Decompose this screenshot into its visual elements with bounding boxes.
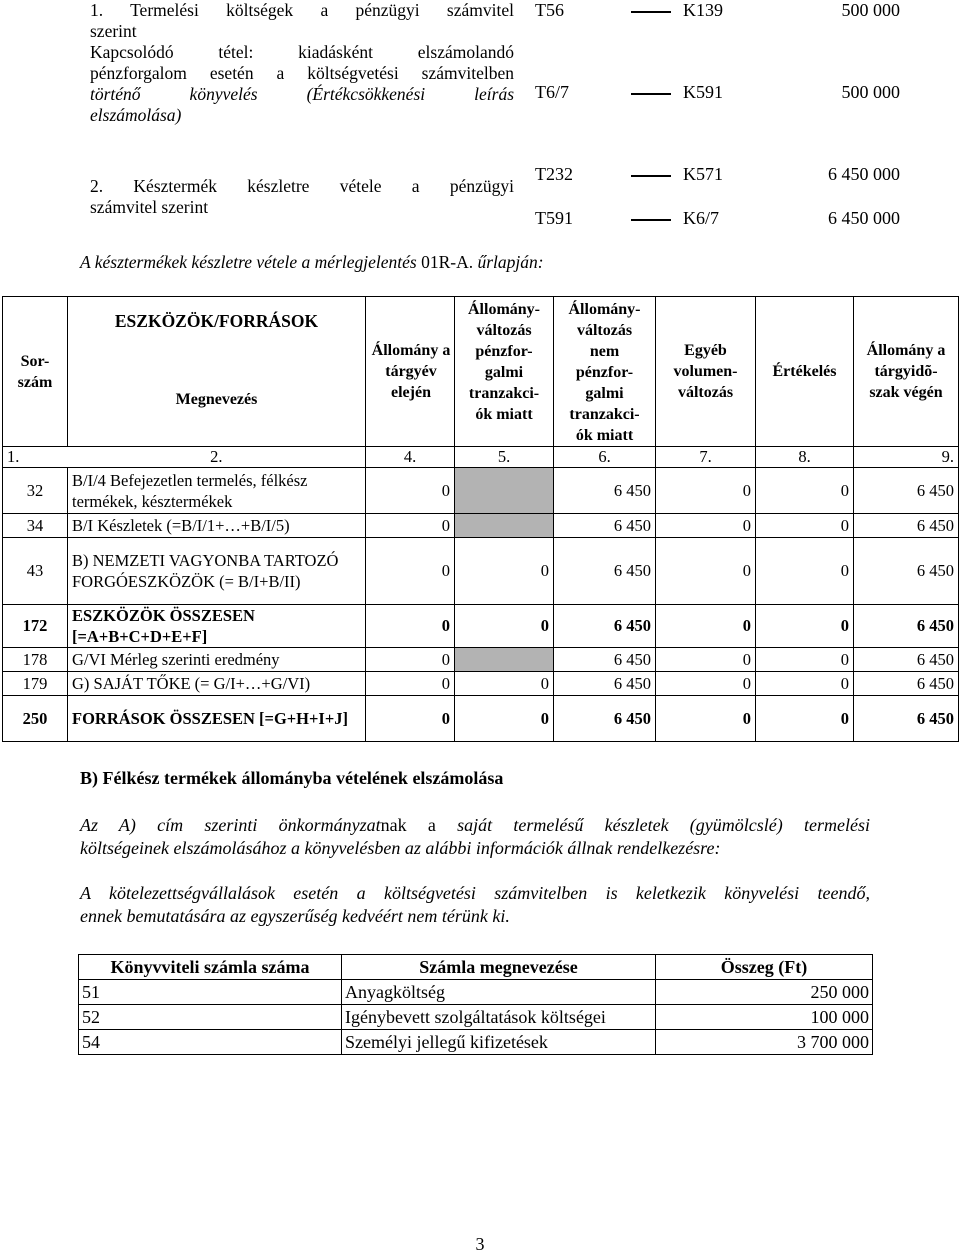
debit-account: T232	[535, 164, 573, 184]
header-account-name: Számla megnevezése	[342, 955, 656, 980]
caption-italic: A késztermékek készletre vétele a mérlegjelentés	[80, 252, 422, 272]
dash-separator	[631, 219, 671, 221]
row-name: B) NEMZETI VAGYONBA TARTOZÓ FORGÓESZKÖZÖK (= B/I+B/II)	[68, 538, 366, 605]
col6-value: 6 450	[554, 672, 656, 696]
caption-rest: űrlapján:	[473, 252, 544, 272]
table-row	[3, 696, 959, 742]
paragraph-1-line-2: költségeinek elszámolásához a könyvelésben az alábbi információk állnak rendelkezésre:	[80, 838, 721, 858]
col9-value: 6 450	[854, 648, 959, 672]
col8-value: 0	[756, 514, 854, 538]
account-amount: 3 700 000	[656, 1030, 873, 1055]
col4-value: 0	[366, 648, 455, 672]
col6-value: 6 450	[554, 468, 656, 514]
caption-form: 01R-A.	[421, 252, 474, 272]
col4-value: 0	[366, 468, 455, 514]
header-eszkozok	[68, 297, 366, 447]
colnum-7: 7.	[656, 447, 756, 468]
row-number: 172	[3, 605, 68, 648]
row-number: 34	[3, 514, 68, 538]
account-row	[79, 1005, 873, 1030]
col7-value: 0	[656, 696, 756, 742]
col8-value: 0	[756, 672, 854, 696]
entry-2-line-2: számvitel szerint	[90, 197, 209, 217]
table-row	[3, 672, 959, 696]
row-name: G) SAJÁT TŐKE (= G/I+…+G/VI)	[68, 672, 366, 696]
col9-value: 6 450	[854, 538, 959, 605]
entry-1-line-1: 1. Termelési költségek a pénzügyi számvitel	[90, 0, 514, 20]
account-table-header	[79, 955, 873, 980]
entry-2-posting-1	[535, 164, 900, 186]
col8-value: 0	[756, 605, 854, 648]
col9-value: 6 450	[854, 605, 959, 648]
col5-value: 0	[455, 538, 554, 605]
paragraph-1	[80, 814, 870, 860]
col5-value: 0	[455, 696, 554, 742]
entry-2-description	[90, 176, 514, 218]
col5-value: 0	[455, 672, 554, 696]
row-number: 178	[3, 648, 68, 672]
col7-value: 0	[656, 648, 756, 672]
paragraph-2-line-1: A kötelezettségvállalások esetén a költségvetési számvitelben is keletkezik könyvelési teendő,	[80, 883, 870, 903]
entry-2-posting-2	[535, 208, 900, 230]
credit-account: K591	[683, 82, 723, 102]
col4-value: 0	[366, 605, 455, 648]
paragraph-1-line-1: Az A) cím szerinti önkormányzatnak a saját termelésű készletek (gyümölcslé) termelési	[80, 815, 870, 835]
table-row	[3, 605, 959, 648]
column-number-row	[3, 447, 959, 468]
header-ertekeles: Értékelés	[756, 297, 854, 447]
col5-value	[455, 468, 554, 514]
col9-value: 6 450	[854, 672, 959, 696]
posting-amount: 6 450 000	[828, 164, 900, 184]
balance-sheet-table	[2, 296, 959, 742]
header-egyeb-volumen: Egyéb volumen-változás	[656, 297, 756, 447]
account-row	[79, 980, 873, 1005]
dash-separator	[631, 93, 671, 95]
row-name: FORRÁSOK ÖSSZESEN [=G+H+I+J]	[68, 696, 366, 742]
col9-value: 6 450	[854, 514, 959, 538]
header-row	[3, 297, 959, 447]
row-number: 43	[3, 538, 68, 605]
col5-value: 0	[455, 605, 554, 648]
account-number: 51	[79, 980, 342, 1005]
colnum-5: 5.	[455, 447, 554, 468]
header-eszkozok-forrasok: ESZKÖZÖK/FORRÁSOK	[114, 311, 319, 331]
col4-value: 0	[366, 696, 455, 742]
col8-value: 0	[756, 648, 854, 672]
table-row	[3, 468, 959, 514]
row-name: G/VI Mérleg szerinti eredmény	[68, 648, 366, 672]
account-table	[78, 954, 873, 1055]
account-name: Igénybevett szolgáltatások költségei	[342, 1005, 656, 1030]
header-penzforgalmi: Állomány-változás pénzfor-galmi tranzakci-ók miatt	[455, 297, 554, 447]
entry-1-line-4: pénzforgalom esetén a költségvetési számvitelben	[90, 63, 514, 83]
posting-amount: 500 000	[841, 82, 900, 102]
row-name: B/I/4 Befejezetlen termelés, félkész termékek, késztermékek	[68, 468, 366, 514]
header-allomany-vege: Állomány a tárgyidõ-szak végén	[854, 297, 959, 447]
colnum-1: 1.	[3, 447, 68, 468]
header-sorszam: Sor-szám	[3, 297, 68, 447]
credit-account: K571	[683, 164, 723, 184]
colnum-2: 2.	[68, 447, 366, 468]
account-amount: 100 000	[656, 1005, 873, 1030]
debit-account: T6/7	[535, 82, 569, 102]
entry-1-posting-1	[535, 0, 900, 22]
table-row	[3, 514, 959, 538]
row-name: ESZKÖZÖK ÖSSZESEN [=A+B+C+D+E+F]	[68, 605, 366, 648]
colnum-8: 8.	[756, 447, 854, 468]
paragraph-2-line-2: ennek bemutatására az egyszerűség kedvéért nem térünk ki.	[80, 906, 510, 926]
account-amount: 250 000	[656, 980, 873, 1005]
account-number: 54	[79, 1030, 342, 1055]
account-row	[79, 1030, 873, 1055]
row-number: 179	[3, 672, 68, 696]
account-name: Anyagköltség	[342, 980, 656, 1005]
credit-account: K139	[683, 0, 723, 20]
col7-value: 0	[656, 468, 756, 514]
row-number: 32	[3, 468, 68, 514]
col8-value: 0	[756, 468, 854, 514]
col6-value: 6 450	[554, 514, 656, 538]
col9-value: 6 450	[854, 468, 959, 514]
paragraph-2	[80, 882, 870, 928]
entry-1-line-2: szerint	[90, 21, 137, 41]
col5-value	[455, 514, 554, 538]
posting-amount: 500 000	[841, 0, 900, 20]
col4-value: 0	[366, 538, 455, 605]
dash-separator	[631, 175, 671, 177]
section-title: B) Félkész termékek állományba vételének elszámolása	[80, 768, 504, 788]
entry-1-line-6: elszámolása)	[90, 105, 182, 125]
col9-value: 6 450	[854, 696, 959, 742]
col8-value: 0	[756, 538, 854, 605]
entry-1-line-3: Kapcsolódó tétel: kiadásként elszámolandó	[90, 42, 514, 62]
account-number: 52	[79, 1005, 342, 1030]
table-row	[3, 648, 959, 672]
col6-value: 6 450	[554, 696, 656, 742]
col5-value	[455, 648, 554, 672]
col6-value: 6 450	[554, 538, 656, 605]
header-amount: Összeg (Ft)	[656, 955, 873, 980]
debit-account: T56	[535, 0, 564, 20]
credit-account: K6/7	[683, 208, 719, 228]
header-account-number: Könyvviteli számla száma	[79, 955, 342, 980]
row-number: 250	[3, 696, 68, 742]
col7-value: 0	[656, 605, 756, 648]
debit-account: T591	[535, 208, 573, 228]
row-name: B/I Készletek (=B/I/1+…+B/I/5)	[68, 514, 366, 538]
colnum-9: 9.	[854, 447, 959, 468]
header-nem-penzforgalmi: Állomány-változás nem pénzfor-galmi tranzakci-ók miatt	[554, 297, 656, 447]
entry-1-line-5: történő könyvelés (Értékcsökkenési leírás	[90, 84, 514, 104]
col6-value: 6 450	[554, 605, 656, 648]
col4-value: 0	[366, 672, 455, 696]
table-row	[3, 538, 959, 605]
col8-value: 0	[756, 696, 854, 742]
entry-1-posting-2	[535, 82, 900, 104]
table-caption	[80, 252, 544, 273]
col4-value: 0	[366, 514, 455, 538]
page-number: 3	[475, 1234, 485, 1254]
posting-amount: 6 450 000	[828, 208, 900, 228]
header-megnevezes: Megnevezés	[175, 391, 258, 408]
colnum-4: 4.	[366, 447, 455, 468]
col6-value: 6 450	[554, 648, 656, 672]
header-allomany-eleje: Állomány a tárgyév elején	[366, 297, 455, 447]
col7-value: 0	[656, 672, 756, 696]
entry-1-description	[90, 0, 514, 126]
col7-value: 0	[656, 514, 756, 538]
entry-2-line-1: 2. Késztermék készletre vétele a pénzügyi	[90, 176, 514, 196]
colnum-6: 6.	[554, 447, 656, 468]
account-name: Személyi jellegű kifizetések	[342, 1030, 656, 1055]
dash-separator	[631, 11, 671, 13]
col7-value: 0	[656, 538, 756, 605]
